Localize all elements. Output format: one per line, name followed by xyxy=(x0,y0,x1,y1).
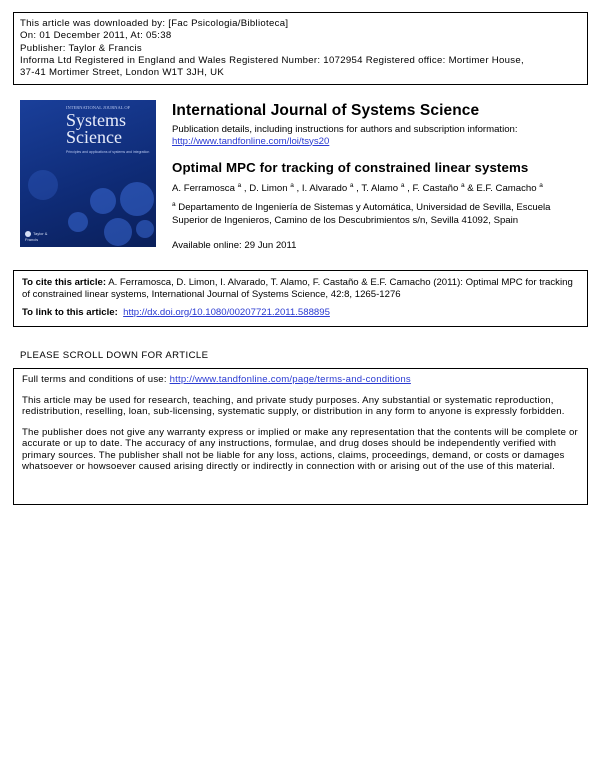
publisher-logo-text: Taylor & Francis xyxy=(25,231,48,242)
terms-link[interactable]: http://www.tandfonline.com/page/terms-and-conditions xyxy=(169,374,411,385)
author-name: F. Castaño xyxy=(412,183,461,194)
author-separator: & xyxy=(464,183,477,194)
author-separator: , xyxy=(353,183,362,194)
cover-subtitle: Principles and applications of systems and integration xyxy=(66,150,150,154)
journal-title: International Journal of Systems Science xyxy=(172,102,480,119)
author-affiliation-marker: a xyxy=(237,182,242,189)
registered-office-line: Informa Ltd Registered in England and Wales Registered Number: 1072954 Registered office: Mortimer House, xyxy=(20,54,524,66)
author-name: D. Limon xyxy=(249,183,291,194)
author-name: T. Alamo xyxy=(361,183,401,194)
author-affiliation-marker: a xyxy=(460,182,465,189)
affiliation xyxy=(172,199,582,227)
scroll-notice: PLEASE SCROLL DOWN FOR ARTICLE xyxy=(20,350,209,361)
usage-paragraph: This article may be used for research, teaching, and private study purposes. Any substantial or systematic reproduction, redistribution, reselling, loan, sub-licensing, systematic supply, or distribution in any form to anyone is expressly forbidden. xyxy=(22,394,565,417)
author-affiliation-marker: a xyxy=(539,182,543,189)
citation-text xyxy=(22,277,579,302)
cover-title xyxy=(66,112,126,146)
download-date: On: 01 December 2011, At: 05:38 xyxy=(20,30,172,42)
affiliation-line2: Superior de Ingenieros, Camino de los Descubrimientos s/n, Sevilla 41092, Spain xyxy=(172,214,519,226)
publisher-line: Publisher: Taylor & Francis xyxy=(20,42,143,54)
available-online-date: Available online: 29 Jun 2011 xyxy=(172,240,297,251)
disclaimer-paragraph: The publisher does not give any warranty express or implied or make any representation that the contents will be complete or accurate or up to date. The accuracy of any instructions, formulae, and drug doses should be independently verified with primary sources. The publisher shall not be liable for any loss, actions, claims, proceedings, demand, or costs or damages whatsoever or howsoever caused arising directly or indirectly in connection with or arising out of the use of this material. xyxy=(22,426,578,472)
cite-label: To cite this article: xyxy=(22,277,107,288)
author-separator: , xyxy=(293,183,302,194)
author-name: A. Ferramosca xyxy=(172,183,238,194)
author-affiliation-marker: a xyxy=(349,182,354,189)
author-affiliation-marker: a xyxy=(400,182,405,189)
download-info-box xyxy=(13,12,588,85)
address-line: 37-41 Mortimer Street, London W1T 3JH, UK xyxy=(20,67,225,79)
doi-link[interactable]: http://dx.doi.org/10.1080/00207721.2011.588895 xyxy=(123,306,330,318)
download-line: This article was downloaded by: [Fac Psicologia/Biblioteca] xyxy=(20,18,289,29)
affiliation-marker: a xyxy=(172,201,176,208)
article-link-row xyxy=(22,307,579,319)
author-name: I. Alvarado xyxy=(301,183,350,194)
publication-details xyxy=(172,124,582,147)
link-label: To link to this article: xyxy=(22,306,118,318)
author-affiliation-marker: a xyxy=(290,182,294,189)
cover-title-line2: Science xyxy=(66,127,122,147)
author-separator: , xyxy=(241,183,250,194)
cover-title-line1: Systems xyxy=(66,110,127,130)
publication-details-text: Publication details, including instructions for authors and subscription information: xyxy=(172,124,518,135)
journal-cover-image xyxy=(20,100,156,247)
terms-link-row xyxy=(22,374,579,386)
author-name: E.F. Camacho xyxy=(476,183,540,194)
cover-journal-header: INTERNATIONAL JOURNAL OF xyxy=(66,105,131,110)
author-separator: , xyxy=(404,183,413,194)
citation-box xyxy=(13,270,588,327)
author-list xyxy=(172,182,582,194)
affiliation-line1: Departamento de Ingeniería de Sistemas y Automática, Universidad de Sevilla, Escuela xyxy=(178,202,551,213)
article-title: Optimal MPC for tracking of constrained linear systems xyxy=(172,160,529,175)
terms-box xyxy=(13,368,588,505)
publisher-logo xyxy=(25,231,61,242)
terms-prefix: Full terms and conditions of use: xyxy=(22,374,170,385)
article-header xyxy=(172,102,582,251)
cite-body: A. Ferramosca, D. Limon, I. Alvarado, T. Alamo, F. Castaño & E.F. Camacho (2011): Optimal MPC for tracking of constrained linear systems, International Journal of Systems Science, 42:8, 1265-1276 xyxy=(22,277,573,301)
journal-url-link[interactable]: http://www.tandfonline.com/loi/tsys20 xyxy=(172,135,330,147)
